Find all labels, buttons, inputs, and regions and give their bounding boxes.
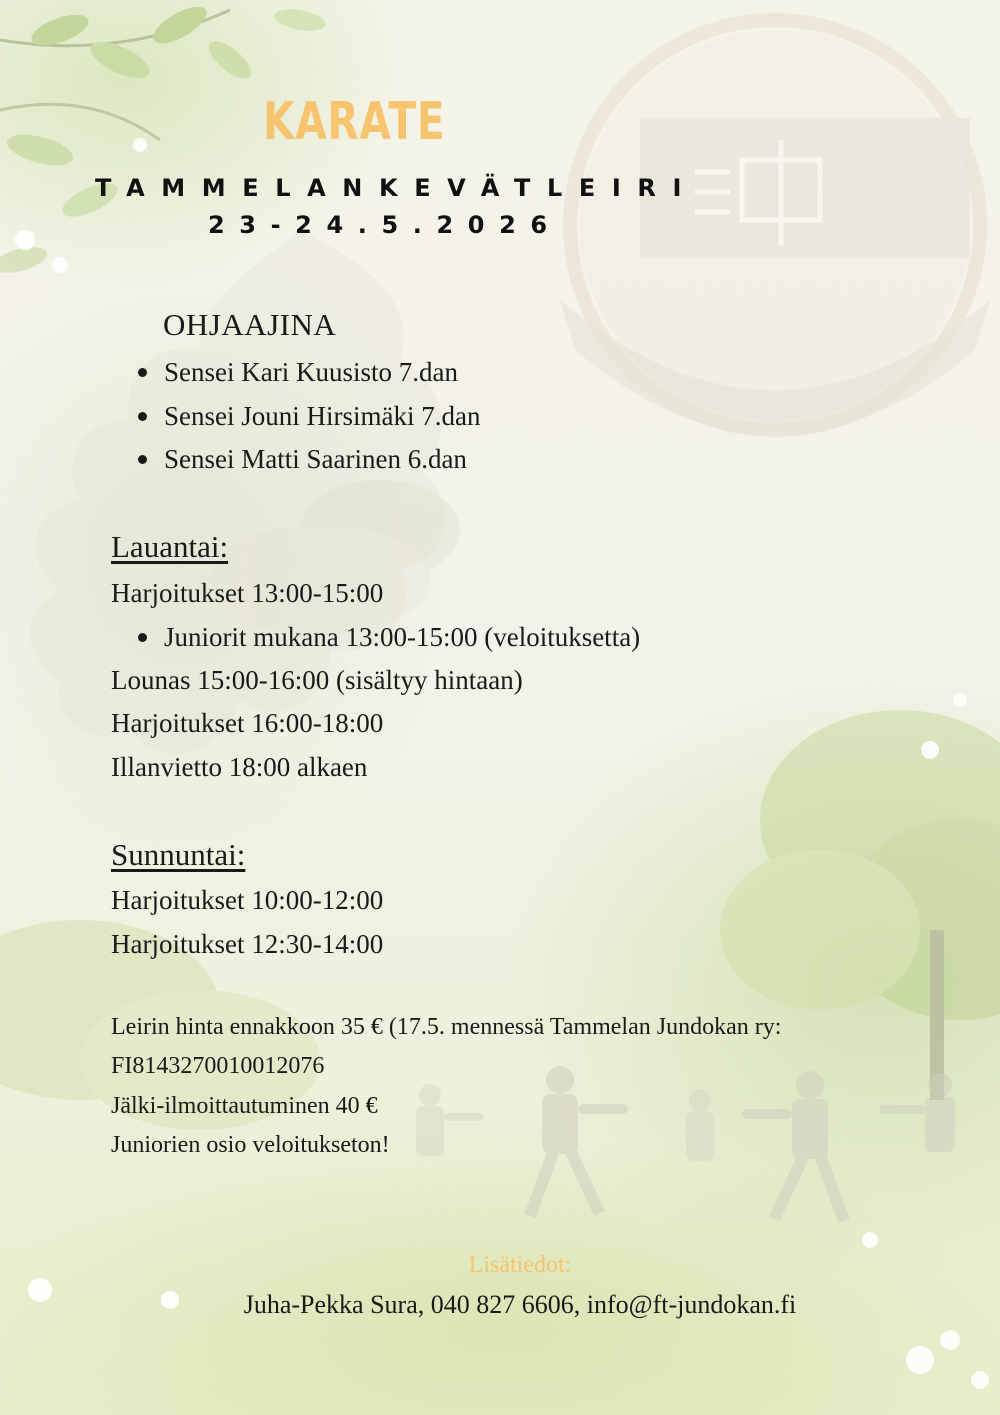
list-item: Sensei Matti Saarinen 6.dan	[164, 438, 480, 482]
list-item: Sensei Jouni Hirsimäki 7.dan	[164, 395, 480, 439]
price-late: Jälki-ilmoittautuminen 40 €	[111, 1093, 378, 1119]
saturday-training-2: Harjoitukset 16:00-18:00	[111, 708, 384, 738]
instructors-heading: OHJAAJINA	[163, 307, 337, 342]
info-label: Lisätiedot:	[468, 1252, 572, 1278]
price-advance: Leirin hinta ennakkoon 35 € (17.5. mennessä Tammelan Jundokan ry:	[111, 1014, 782, 1040]
saturday-training-1: Harjoitukset 13:00-15:00	[111, 578, 384, 608]
event-dates: 23-24.5.2026	[208, 211, 562, 239]
poster-title: KARATE	[263, 92, 446, 152]
sunday-training-2: Harjoitukset 12:30-14:00	[111, 929, 384, 959]
list-item: Sensei Kari Kuusisto 7.dan	[164, 351, 480, 395]
junior-note: Juniorien osio veloitukseton!	[111, 1132, 390, 1158]
bullet-icon	[138, 455, 147, 464]
bullet-icon	[138, 412, 147, 421]
sunday-heading: Sunnuntai:	[111, 837, 246, 872]
bullet-icon	[138, 368, 147, 377]
bullet-icon	[138, 633, 147, 642]
list-item: Juniorit mukana 13:00-15:00 (veloituksetta)	[164, 616, 640, 660]
instructors-list	[164, 351, 480, 482]
poster-subtitle: TAMMELANKEVÄTLEIRI	[95, 174, 699, 202]
sunday-training-1: Harjoitukset 10:00-12:00	[111, 885, 384, 915]
saturday-heading: Lauantai:	[111, 529, 229, 564]
contact-info[interactable]: Juha-Pekka Sura, 040 827 6606, info@ft-jundokan.fi	[243, 1290, 797, 1319]
saturday-evening: Illanvietto 18:00 alkaen	[111, 752, 368, 782]
bank-account: FI8143270010012076	[111, 1053, 325, 1079]
saturday-lunch: Lounas 15:00-16:00 (sisältyy hintaan)	[111, 665, 523, 695]
saturday-sublist	[164, 616, 640, 660]
